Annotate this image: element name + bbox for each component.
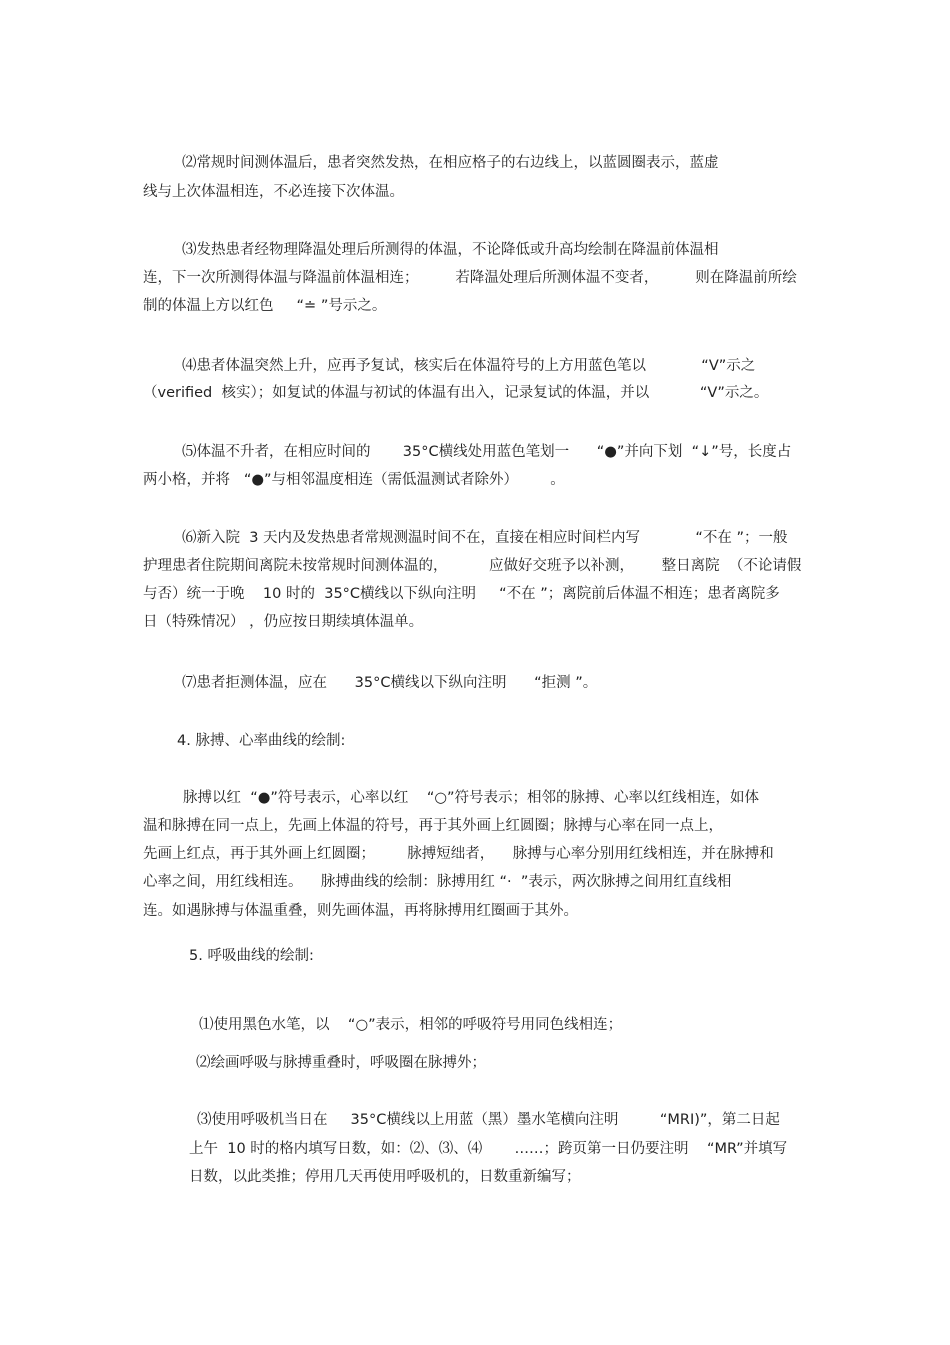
text-line: 日数，以此类推；停用几天再使用呼吸机的，日数重新编写；: [189, 1169, 581, 1185]
text-line: 温和脉搏在同一点上，先画上体温的符号，再于其外画上红圆圈；脉搏与心率在同一点上，: [143, 818, 723, 834]
text-line: ⑴使用黑色水笔，以 “○”表示，相邻的呼吸符号用同色线相连；: [199, 1017, 623, 1033]
text-line: ⑶发热患者经物理降温处理后所测得的体温，不论降低或升高均绘制在降温前体温相: [182, 242, 719, 258]
text-line: ⑶使用呼吸机当日在 35°C横线以上用蓝（黑）墨水笔横向注明 “MRI)”，第二日起: [197, 1112, 780, 1128]
text-line: 日（特殊情况） ，仍应按日期续填体温单。: [143, 614, 424, 630]
text-line: 连。如遇脉搏与体温重叠，则先画体温，再将脉搏用红圈画于其外。: [143, 903, 578, 919]
text-line: 连，下一次所测得体温与降温前体温相连； 若降温处理后所测体温不变者， 则在降温前所绘: [143, 270, 797, 286]
text-line: 制的体温上方以红色 “≐ ”号示之。: [143, 298, 387, 314]
text-line: 护理患者住院期间离院未按常规时间测体温的， 应做好交班予以补测， 整日离院 （不论请假: [143, 558, 802, 574]
text-line: 线与上次体温相连，不必连接下次体温。: [143, 184, 404, 200]
text-line: 心率之间，用红线相连。 脉搏曲线的绘制：脉搏用红 “· ”表示，两次脉搏之间用红直线相: [143, 874, 732, 890]
section-heading: 5. 呼吸曲线的绘制:: [189, 948, 314, 964]
text-line: （verified 核实）；如复试的体温与初试的体温有出入，记录复试的体温，并以 “V”示之。: [143, 385, 769, 401]
text-line: ⑵常规时间测体温后，患者突然发热，在相应格子的右边线上，以蓝圆圈表示，蓝虚: [182, 155, 719, 171]
text-line: ⑺患者拒测体温，应在 35°C横线以下纵向注明 “拒测 ”。: [182, 675, 598, 691]
text-line: ⑷患者体温突然上升，应再予复试，核实后在体温符号的上方用蓝色笔以 “V”示之: [182, 358, 756, 374]
text-line: 与否）统一于晚 10 时的 35°C横线以下纵向注明 “不在 ”；离院前后体温不相连；患者离院多: [143, 586, 780, 602]
text-line: 两小格，并将 “●”与相邻温度相连（需低温测试者除外） 。: [143, 472, 565, 488]
text-line: ⑸体温不升者，在相应时间的 35°C横线处用蓝色笔划一 “●”并向下划 “↓”号，长度占: [182, 444, 792, 460]
section-heading: 4. 脉搏、心率曲线的绘制:: [177, 733, 346, 749]
text-line: ⑵绘画呼吸与脉搏重叠时，呼吸圈在脉搏外；: [196, 1055, 486, 1071]
text-line: ⑹新入院 3 天内及发热患者常规测温时间不在，直接在相应时间栏内写 “不在 ”；一般: [182, 530, 788, 546]
text-line: 先画上红点，再于其外画上红圆圈； 脉搏短绌者， 脉搏与心率分别用红线相连，并在脉搏和: [143, 846, 774, 862]
text-line: 上午 10 时的格内填写日数，如：⑵、⑶、⑷ ……；跨页第一日仍要注明 “MR”并填写: [189, 1141, 788, 1157]
text-line: 脉搏以红 “●”符号表示，心率以红 “○”符号表示；相邻的脉搏、心率以红线相连，如体: [183, 790, 760, 806]
